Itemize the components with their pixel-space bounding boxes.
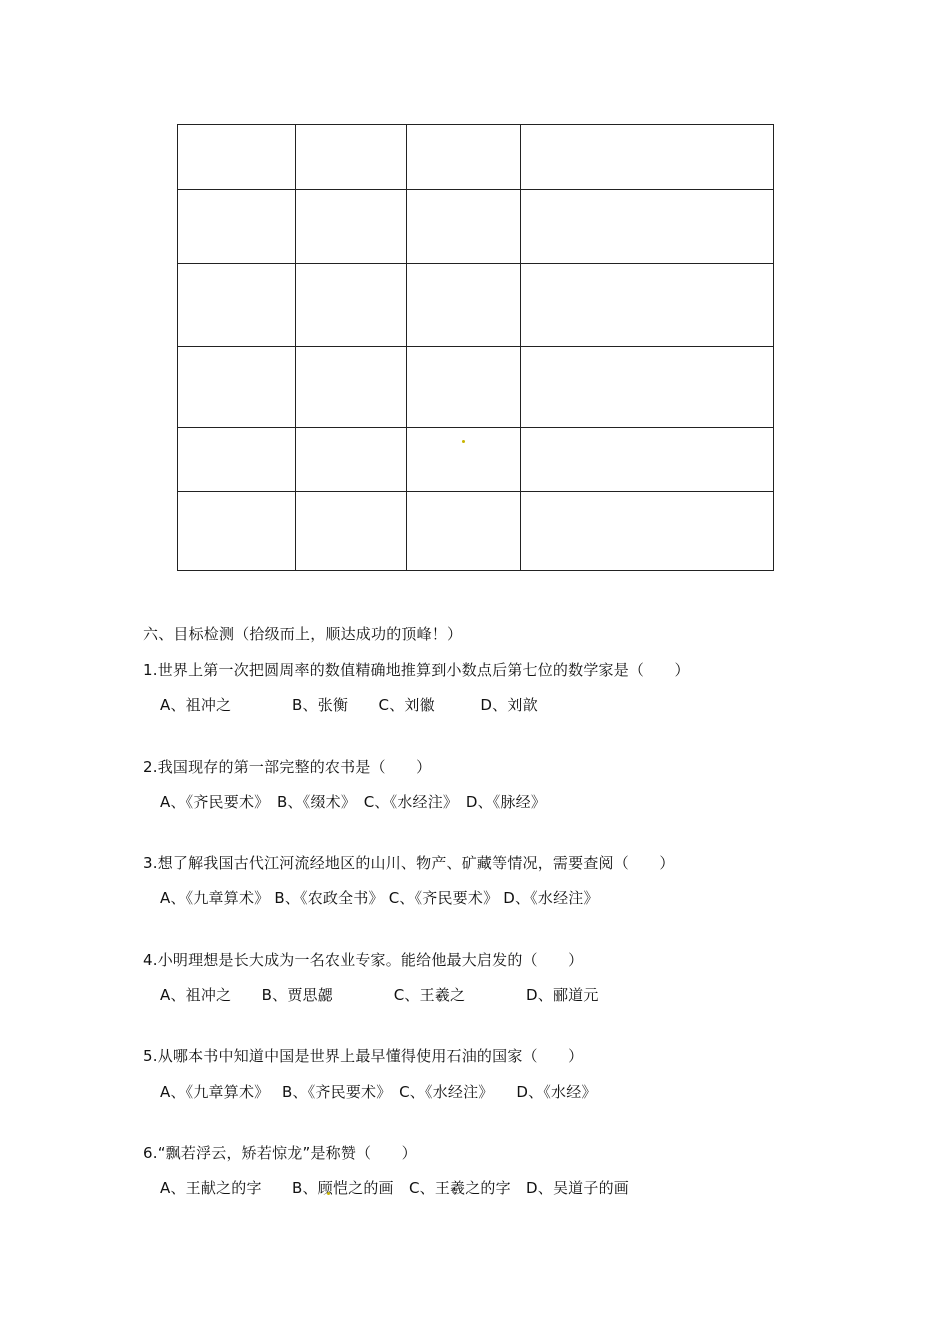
question-stem: 6.“飘若浮云，矫若惊龙”是称赞（ ） [143, 1144, 417, 1162]
table-cell [178, 428, 296, 492]
answer-table [177, 124, 774, 571]
table-cell [178, 190, 296, 264]
table-cell [296, 125, 407, 190]
question-stem: 5.从哪本书中知道中国是世界上最早懂得使用石油的国家（ ） [143, 1047, 584, 1065]
table-cell [407, 264, 521, 347]
table-cell [407, 492, 521, 571]
table-cell [521, 347, 774, 428]
question-options: A、《九章算术》 B、《农政全书》 C、《齐民要术》 D、《水经注》 [160, 889, 599, 907]
table-cell [407, 428, 521, 492]
stray-dot [462, 440, 465, 443]
table-cell [521, 492, 774, 571]
table-cell [407, 125, 521, 190]
table-cell [296, 492, 407, 571]
question-options: A、王献之的字 B、顾恺之的画 C、王羲之的字 D、吴道子的画 [160, 1179, 629, 1197]
table-cell [521, 264, 774, 347]
table-cell [178, 347, 296, 428]
table-cell [178, 264, 296, 347]
table-cell [521, 190, 774, 264]
table-cell [296, 264, 407, 347]
question-stem: 4.小明理想是长大成为一名农业专家。能给他最大启发的（ ） [143, 951, 584, 969]
table-cell [521, 428, 774, 492]
question-stem: 3.想了解我国古代江河流经地区的山川、物产、矿藏等情况，需要查阅（ ） [143, 854, 675, 872]
question-options: A、《齐民要术》 B、《缀术》 C、《水经注》 D、《脉经》 [160, 793, 547, 811]
question-options: A、祖冲之 B、张衡 C、刘徽 D、刘歆 [160, 696, 538, 714]
question-stem: 1.世界上第一次把圆周率的数值精确地推算到小数点后第七位的数学家是（ ） [143, 661, 690, 679]
table-cell [407, 190, 521, 264]
table-cell [407, 347, 521, 428]
question-options: A、祖冲之 B、贾思勰 C、王羲之 D、郦道元 [160, 986, 599, 1004]
table-cell [296, 190, 407, 264]
table-row [178, 125, 774, 190]
table-cell [178, 125, 296, 190]
table-row [178, 190, 774, 264]
question-stem: 2.我国现存的第一部完整的农书是（ ） [143, 758, 432, 776]
table-row [178, 492, 774, 571]
table-cell [296, 347, 407, 428]
table-cell [521, 125, 774, 190]
table-row [178, 264, 774, 347]
table-row [178, 428, 774, 492]
table-cell [178, 492, 296, 571]
table-row [178, 347, 774, 428]
table-cell [296, 428, 407, 492]
question-options: A、《九章算术》 B、《齐民要术》 C、《水经注》 D、《水经》 [160, 1083, 597, 1101]
section-title: 六、目标检测（拾级而上，顺达成功的顶峰！） [143, 625, 463, 643]
